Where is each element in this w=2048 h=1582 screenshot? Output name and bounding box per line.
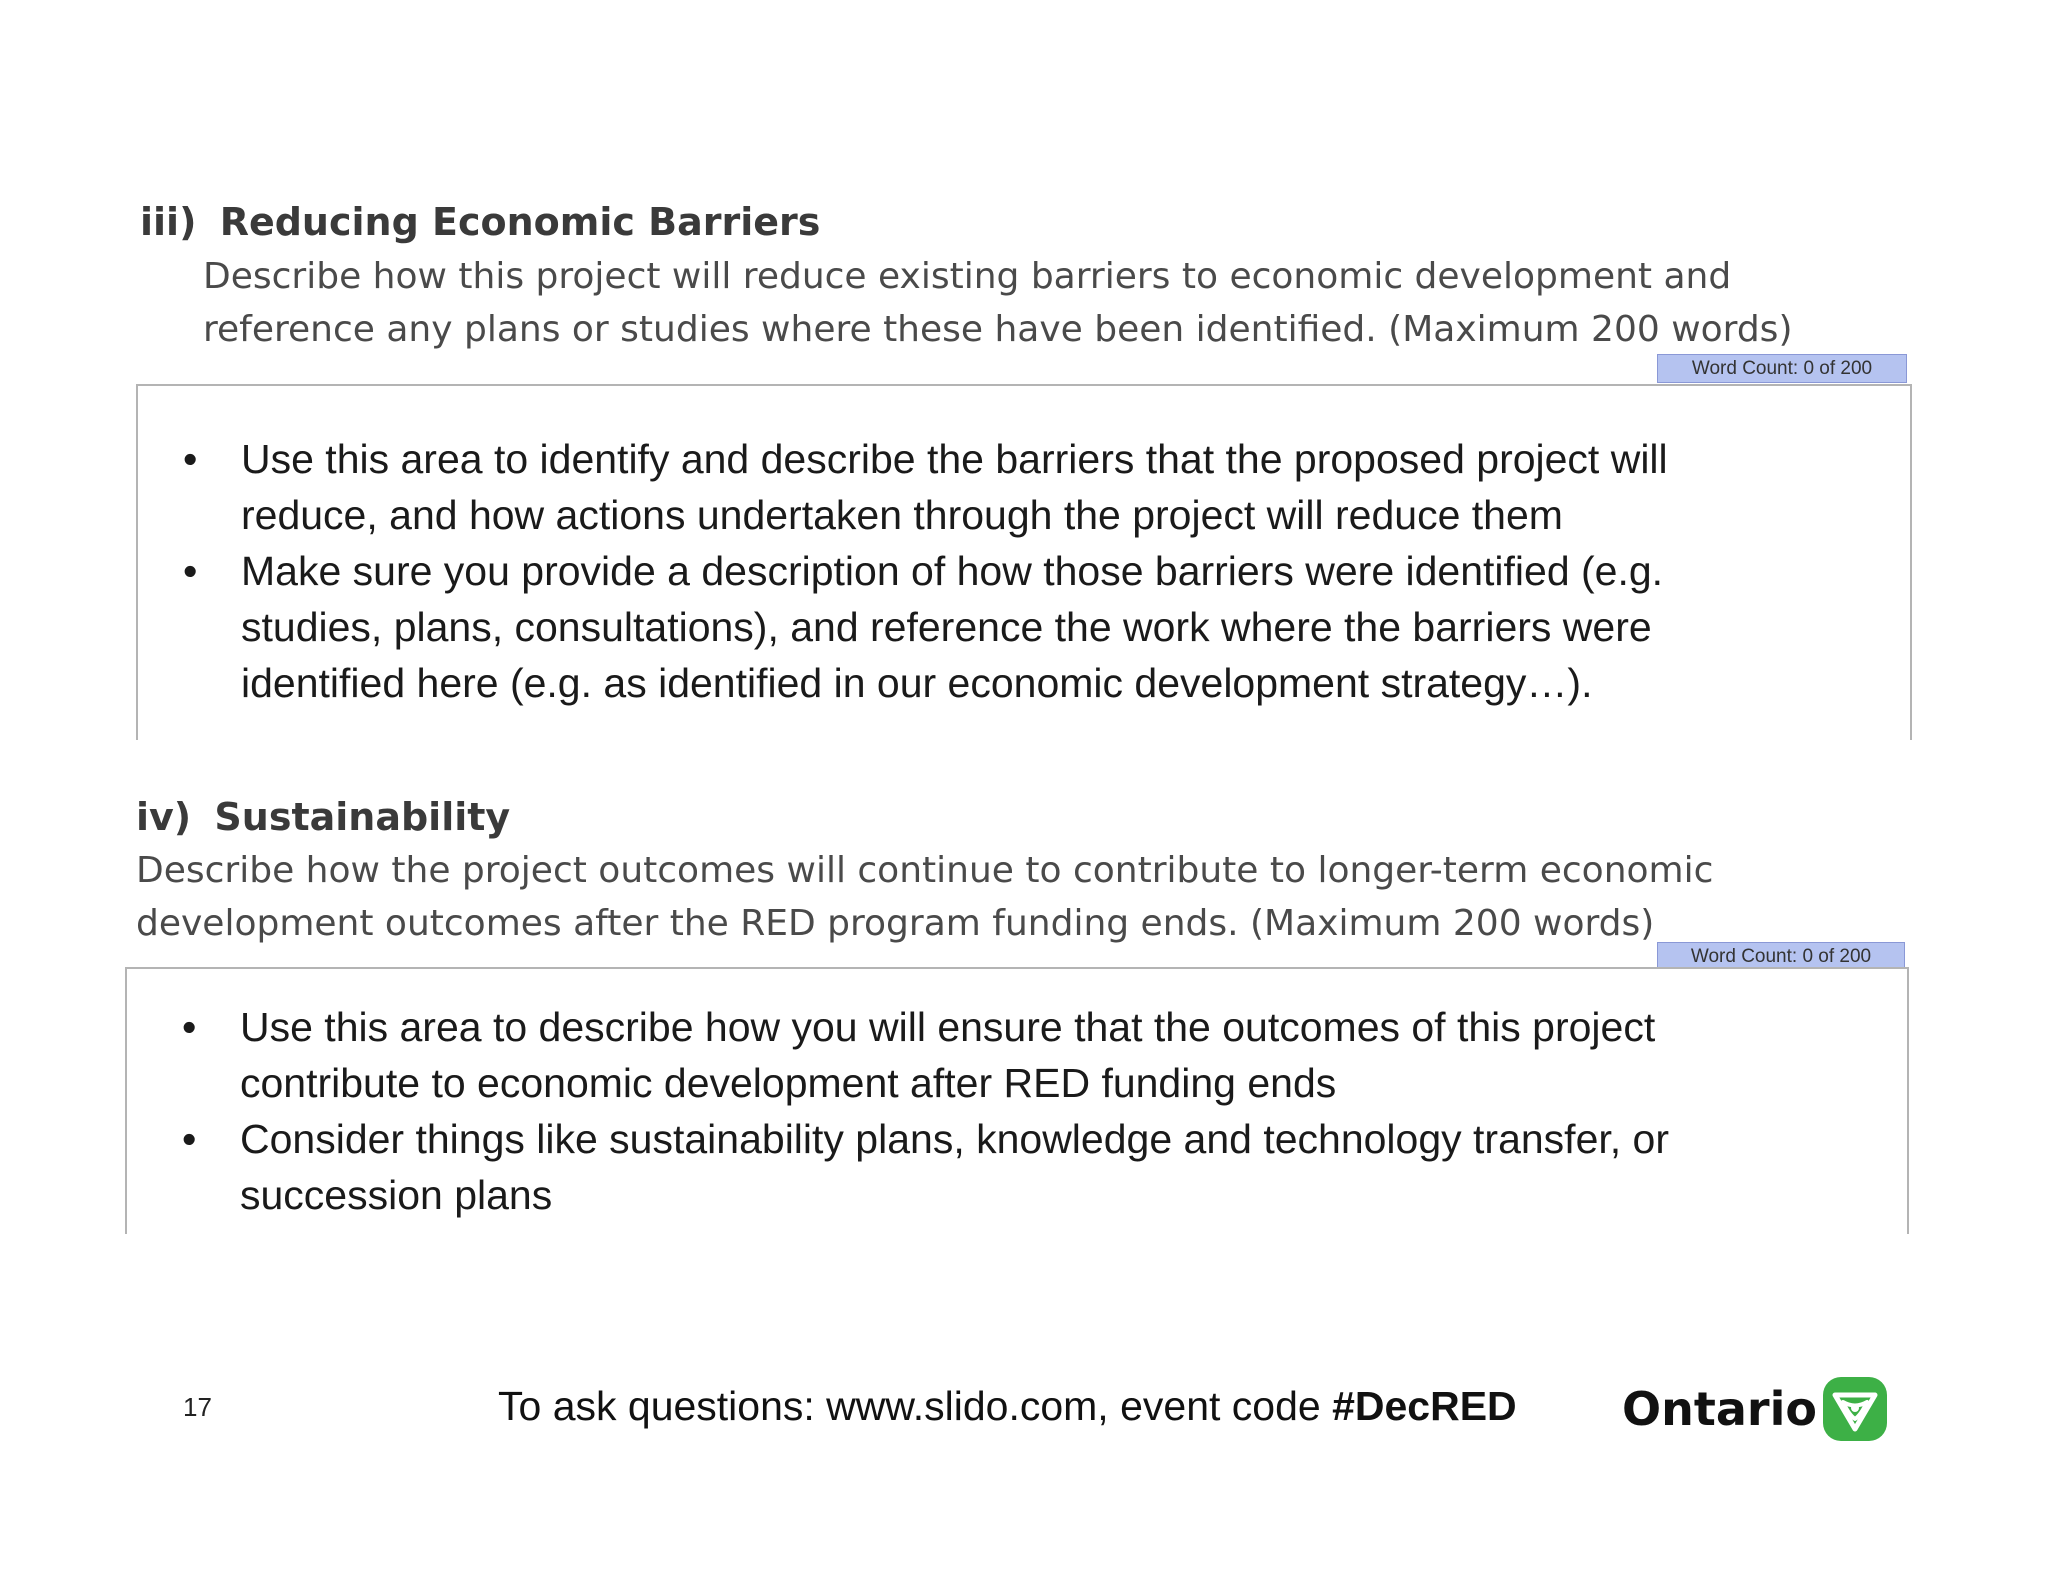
description-line: Describe how the project outcomes will continue to contribute to longer-term economic [136,850,1714,891]
event-code: #DecRED [1332,1383,1517,1429]
ontario-trillium-icon [1821,1375,1889,1443]
bullet-line: Consider things like sustainability plans, knowledge and technology transfer, or [240,1116,1669,1162]
list-item [183,543,1903,711]
bullet-line: Make sure you provide a description of how those barriers were identified (e.g. [241,548,1664,594]
word-count-badge: Word Count: 0 of 200 [1657,942,1905,971]
section-title: Reducing Economic Barriers [219,200,821,244]
section-iii-heading [140,200,820,244]
section-iv-heading [136,795,510,839]
bullet-line: succession plans [240,1172,553,1218]
bullet-line: identified here (e.g. as identified in our economic development strategy…). [241,660,1593,706]
section-number: iii) [140,200,197,244]
bullet-line: contribute to economic development after RED funding ends [240,1060,1337,1106]
list-item [182,1111,1902,1223]
bullet-icon: • [183,548,198,594]
ontario-logo-text: Ontario [1622,1382,1817,1436]
bullet-icon: • [183,436,198,482]
section-title: Sustainability [214,795,511,839]
description-line: Describe how this project will reduce existing barriers to economic development and [203,256,1732,297]
bullet-line: reduce, and how actions undertaken through the project will reduce them [241,492,1563,538]
section-iv-bullets [182,999,1902,1223]
bullet-icon: • [182,1116,197,1162]
bullet-icon: • [182,1004,197,1050]
section-iv-description [136,844,1713,950]
description-line: development outcomes after the RED program funding ends. (Maximum 200 words) [136,903,1655,944]
section-number: iv) [136,795,192,839]
page-number: 17 [183,1392,212,1422]
description-line: reference any plans or studies where these have been identified. (Maximum 200 words) [203,309,1793,350]
bullet-line: studies, plans, consultations), and reference the work where the barriers were [241,604,1652,650]
list-item [182,999,1902,1111]
word-count-badge: Word Count: 0 of 200 [1657,354,1907,383]
questions-text: To ask questions: www.slido.com, event code [498,1383,1333,1429]
bullet-line: Use this area to identify and describe the barriers that the proposed project will [241,436,1668,482]
bullet-line: Use this area to describe how you will ensure that the outcomes of this project [240,1004,1656,1050]
questions-footer [498,1383,1517,1430]
list-item [183,431,1903,543]
section-iii-bullets [183,431,1903,711]
section-iii-description [203,250,1792,356]
